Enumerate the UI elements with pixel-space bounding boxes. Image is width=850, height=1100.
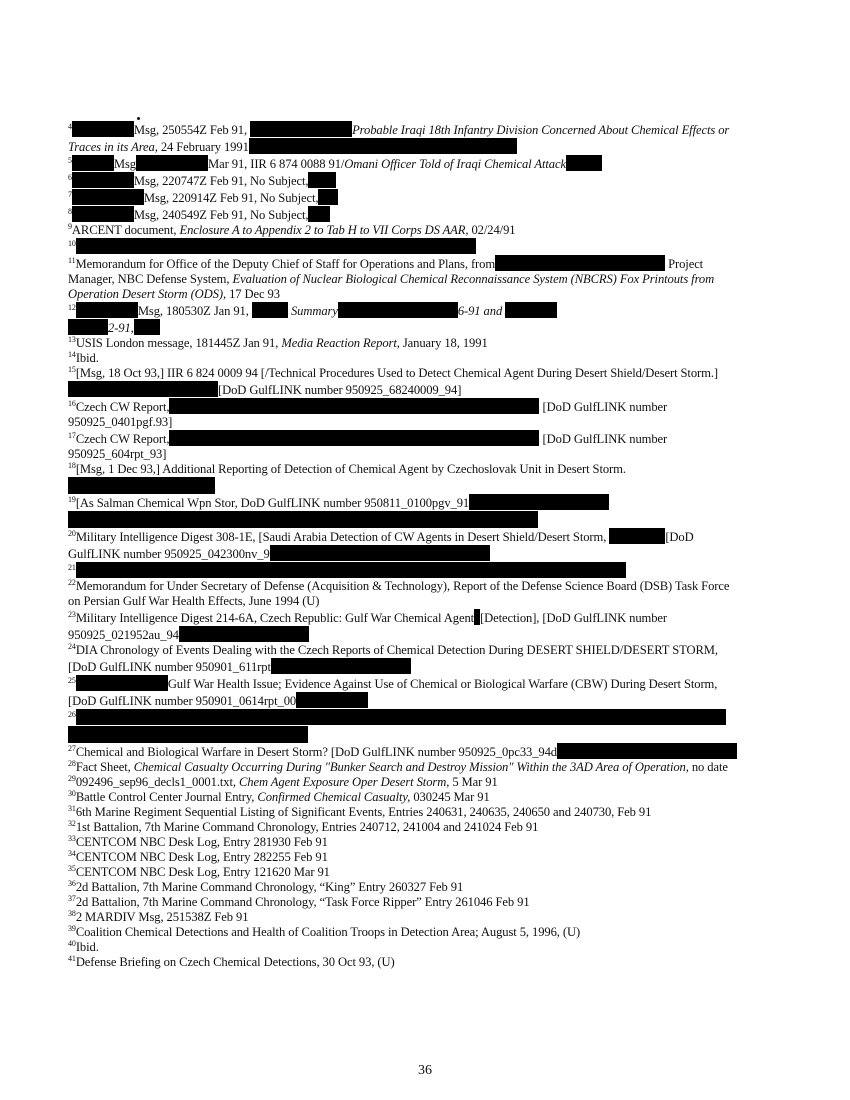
- redaction-block: [557, 743, 737, 759]
- redaction-block: [76, 709, 726, 725]
- redaction-block: [296, 692, 368, 708]
- footnote-8: $^8$ Msg, 240549Z Feb 91, No Subject,: [68, 206, 738, 223]
- footnote-35: $^{35}$CENTCOM NBC Desk Log, Entry 121620 Mar 91: [68, 864, 330, 879]
- redaction-block: [179, 626, 309, 642]
- redaction-block: [76, 675, 168, 691]
- footnote-18: $^{18}$[Msg, 1 Dec 93,] Additional Reporting of Detection of Chemical Agent by Czechoslovak Unit in Desert Storm.: [68, 462, 738, 494]
- endnotes-list: [68, 121, 738, 970]
- redaction-block: [308, 206, 330, 222]
- footnote-39: $^{39}$Coalition Chemical Detections and Health of Coalition Troops in Detection Area; August 5, 1996, (U): [68, 924, 581, 939]
- footnote-27: $^{27}$Chemical and Biological Warfare in Desert Storm? [DoD GulfLINK number 950925_0pc33_94d: [68, 743, 738, 760]
- footnote-36: $^{36}$2d Battalion, 7th Marine Command Chronology, “King” Entry 260327 Feb 91: [68, 879, 464, 894]
- redaction-block: [136, 155, 208, 171]
- footnote-15: $^{15}$[Msg, 18 Oct 93,] IIR 6 824 0009 94 [/Technical Procedures Used to Detect Chemical Agent During Desert Shield/Desert Storm.][DoD GulfLINK number 950925_68240009_94]: [68, 365, 718, 397]
- redaction-block: [609, 528, 665, 544]
- footnote-7: $^7$ Msg, 220914Z Feb 91, No Subject,: [68, 189, 738, 206]
- footnote-30: $^{30}$Battle Control Center Journal Entry, Confirmed Chemical Casualty, 030245 Mar 91: [68, 789, 490, 804]
- footnote-4: $^4$ Msg, 250554Z Feb 91, Probable Iraqi 18th Infantry Division Concerned About Chemical Effects or Traces in its Area, 24 February 1991: [68, 122, 730, 154]
- redaction-block: [72, 121, 134, 137]
- redaction-block: [566, 155, 602, 171]
- footnote-23: $^{23}$Military Intelligence Digest 214-6A, Czech Republic: Gulf War Chemical Agent [Detection], [DoD GulfLINK number 950925_021952au_94: [68, 610, 668, 642]
- footnote-12: $^{12}$ Msg, 180530Z Jan 91, Summary 6-91 and 2-91,: [68, 302, 738, 336]
- footnote-14: $^{14}$Ibid.: [68, 350, 99, 365]
- footnote-19: $^{19}$[As Salman Chemical Wpn Stor, DoD GulfLINK number 950811_0100pgv_91: [68, 494, 738, 528]
- footnote-17: $^{17}$Czech CW Report, [DoD GulfLINK number 950925_604rpt_93]: [68, 431, 668, 461]
- footnote-37: $^{37}$2d Battalion, 7th Marine Command Chronology, “Task Force Ripper” Entry 261046 Feb 91: [68, 894, 530, 909]
- redaction-block: [169, 430, 539, 446]
- stray-mark: [137, 117, 140, 120]
- footnote-6: $^6$ Msg, 220747Z Feb 91, No Subject,: [68, 172, 738, 189]
- redaction-block: [72, 206, 134, 222]
- redaction-block: [271, 658, 411, 674]
- redaction-block: [252, 302, 288, 318]
- footnote-25: $^{25}$ Gulf War Health Issue; Evidence Against Use of Chemical or Biological Warfare (CBW) During Desert Storm, [DoD GulfLINK number 950901_0614rpt_00: [68, 676, 718, 708]
- footnote-22: $^{22}$Memorandum for Under Secretary of Defense (Acquisition & Technology), Report of the Defense Science Board (DSB) Task Force on Persian Gulf War Health Effects, June 1994 (U): [68, 578, 730, 608]
- footnote-16: $^{16}$Czech CW Report, [DoD GulfLINK number 950925_0401pgf.93]: [68, 399, 668, 429]
- footnote-13: $^{13}$USIS London message, 181445Z Jan 91, Media Reaction Report, January 18, 1991: [68, 335, 488, 350]
- redaction-block: [68, 726, 308, 743]
- redaction-block: [72, 155, 114, 171]
- footnote-32: $^{32}$1st Battalion, 7th Marine Command Chronology, Entries 240712, 241004 and 241024 Feb 91: [68, 819, 539, 834]
- footnote-10: 10: [68, 238, 738, 255]
- redaction-block: [76, 562, 626, 578]
- footnote-38: $^{38}$2 MARDIV Msg, 251538Z Feb 91: [68, 909, 249, 924]
- redaction-block: [270, 545, 490, 561]
- redaction-block: [505, 302, 557, 318]
- page-number: 36: [418, 1063, 432, 1078]
- redaction-block: [68, 477, 215, 494]
- redaction-block: [68, 319, 108, 335]
- redaction-block: [72, 172, 134, 188]
- footnote-41: $^{41}$Defense Briefing on Czech Chemical Detections, 30 Oct 93, (U): [68, 954, 395, 969]
- footnote-29: $^{29}$092496_sep96_decls1_0001.txt, Chem Agent Exposure Oper Desert Storm, 5 Mar 91: [68, 774, 498, 789]
- redaction-block: [76, 238, 476, 254]
- footnote-5: $^5$ Msg Mar 91, IIR 6 874 0088 91/Omani Officer Told of Iraqi Chemical Attack: [68, 155, 738, 172]
- footnote-9: $^9$ARCENT document, Enclosure A to Appendix 2 to Tab H to VII Corps DS AAR, 02/24/91: [68, 222, 516, 237]
- footnote-26: 26: [68, 709, 738, 743]
- redaction-block: [308, 172, 336, 188]
- redaction-block: [169, 398, 539, 414]
- redaction-block: [469, 494, 609, 510]
- redaction-block: [250, 121, 352, 137]
- footnote-21: 21: [68, 562, 738, 579]
- footnote-34: $^{34}$CENTCOM NBC Desk Log, Entry 282255 Feb 91: [68, 849, 328, 864]
- footnote-40: $^{40}$Ibid.: [68, 939, 99, 954]
- redaction-block: [495, 255, 665, 271]
- footnote-20: $^{20}$Military Intelligence Digest 308-1E, [Saudi Arabia Detection of CW Agents in Desert Shield/Desert Storm, [DoD GulfLINK number 950925_042300nv_9: [68, 529, 694, 561]
- footnote-31: $^{31}$6th Marine Regiment Sequential Listing of Significant Events, Entries 240631, 240635, 240650 and 240730, Feb 91: [68, 804, 652, 819]
- redaction-block: [134, 319, 160, 335]
- footnote-28: $^{28}$Fact Sheet, Chemical Casualty Occurring During "Bunker Search and Destroy Mission" Within the 3AD Area of Operation, no date: [68, 759, 728, 774]
- redaction-block: [68, 511, 538, 528]
- redaction-block: [68, 381, 218, 397]
- redaction-block: [72, 189, 144, 205]
- redaction-block: [338, 302, 458, 318]
- redaction-block: [76, 302, 138, 318]
- footnote-33: $^{33}$CENTCOM NBC Desk Log, Entry 281930 Feb 91: [68, 834, 328, 849]
- footnote-11: $^{11}$Memorandum for Office of the Deputy Chief of Staff for Operations and Plans, from Project Manager, NBC Defense System, Evaluation of Nuclear Biological Chemical Reconnaissance System (NBCRS) Fox Printouts from Operation Desert Storm (ODS), 17 Dec 93: [68, 256, 715, 301]
- redaction-block: [249, 138, 517, 154]
- footnote-24: $^{24}$DIA Chronology of Events Dealing with the Czech Reports of Chemical Detection During DESERT SHIELD/DESERT STORM, [DoD GulfLINK number 950901_611rpt: [68, 642, 718, 674]
- redaction-block: [318, 189, 338, 205]
